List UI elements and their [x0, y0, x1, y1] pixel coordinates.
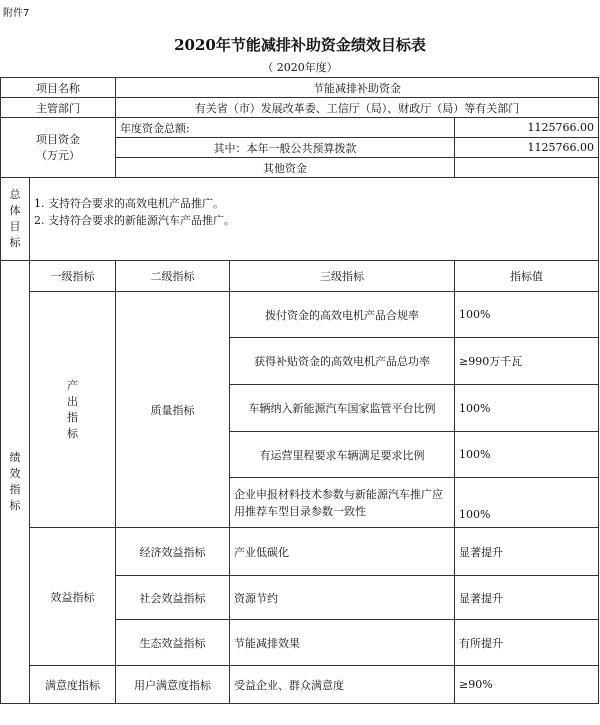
indicator-value: ≥90%	[455, 666, 599, 704]
indicator-name: 受益企业、群众满意度	[230, 666, 455, 704]
satisfaction-indicator-label: 满意度指标	[30, 666, 116, 704]
indicator-value: 100%	[455, 385, 599, 432]
benefit-indicator-label: 效益指标	[30, 528, 116, 666]
budget-label: 其中：本年一般公共预算拨款	[116, 138, 455, 158]
overall-goals-content	[30, 178, 599, 261]
year-label: （ 2020年度）	[262, 61, 338, 74]
budget-value: 1125766.00	[455, 138, 599, 158]
total-funds-row	[1, 118, 599, 138]
other-funds-value	[455, 158, 599, 178]
other-funds-label: 其他资金	[116, 158, 455, 178]
header-value: 指标值	[455, 261, 599, 292]
indicator-name: 资源节约	[230, 576, 455, 620]
indicator-name: 产业低碳化	[230, 528, 455, 576]
performance-target-table	[0, 77, 599, 704]
benefit-level2: 生态效益指标	[116, 620, 230, 666]
benefit-level2: 经济效益指标	[116, 528, 230, 576]
quality-indicator-label: 质量指标	[116, 292, 230, 528]
funds-label-line1: 项目资金	[36, 132, 80, 146]
page-title: 2020年节能减排补助资金绩效目标表	[174, 36, 426, 54]
satisfaction-level2: 用户满意度指标	[116, 666, 230, 704]
indicator-name: 获得补贴资金的高效电机产品总功率	[230, 338, 455, 385]
table-row	[1, 666, 599, 704]
indicator-name: 企业申报材料技术参数与新能源汽车推广应用推荐车型目录参数一致性	[230, 478, 455, 528]
goal-item: 1. 支持符合要求的高效电机产品推广。	[34, 197, 224, 210]
indicator-value: 显著提升	[455, 576, 599, 620]
funds-label-line2: （万元）	[36, 148, 80, 162]
total-funds-value: 1125766.00	[455, 118, 599, 138]
attachment-label: 附件7	[3, 8, 30, 19]
benefit-level2: 社会效益指标	[116, 576, 230, 620]
department-row	[1, 98, 599, 118]
header-row	[1, 261, 599, 292]
indicator-value: 100%	[455, 292, 599, 338]
performance-label: 绩 效 指 标	[1, 261, 30, 704]
indicator-value: ≥990万千瓦	[455, 338, 599, 385]
indicator-name: 车辆纳入新能源汽车国家监管平台比例	[230, 385, 455, 432]
indicator-value: 100%	[455, 478, 599, 528]
header-level2: 二级指标	[116, 261, 230, 292]
overall-goals-label: 总 体 目 标	[1, 178, 30, 261]
header-level3: 三级指标	[230, 261, 455, 292]
funds-label	[1, 118, 116, 178]
project-name-value: 节能减排补助资金	[116, 78, 599, 98]
table-row	[1, 528, 599, 576]
department-value: 有关省（市）发展改革委、工信厅（局）、财政厅（局）等有关部门	[116, 98, 599, 118]
output-indicator-label: 产 出 指 标	[30, 292, 116, 528]
indicator-value: 100%	[455, 432, 599, 478]
project-name-row	[1, 78, 599, 98]
indicator-value: 有所提升	[455, 620, 599, 666]
table-row	[1, 292, 599, 338]
total-funds-label: 年度资金总额:	[116, 118, 455, 138]
indicator-name: 拨付资金的高效电机产品合规率	[230, 292, 455, 338]
indicator-name: 节能减排效果	[230, 620, 455, 666]
indicator-name: 有运营里程要求车辆满足要求比例	[230, 432, 455, 478]
overall-goals-row	[1, 178, 599, 261]
project-name-label: 项目名称	[1, 78, 116, 98]
header-level1: 一级指标	[30, 261, 116, 292]
goal-item: 2. 支持符合要求的新能源汽车产品推广。	[34, 214, 235, 227]
department-label: 主管部门	[1, 98, 116, 118]
indicator-value: 显著提升	[455, 528, 599, 576]
